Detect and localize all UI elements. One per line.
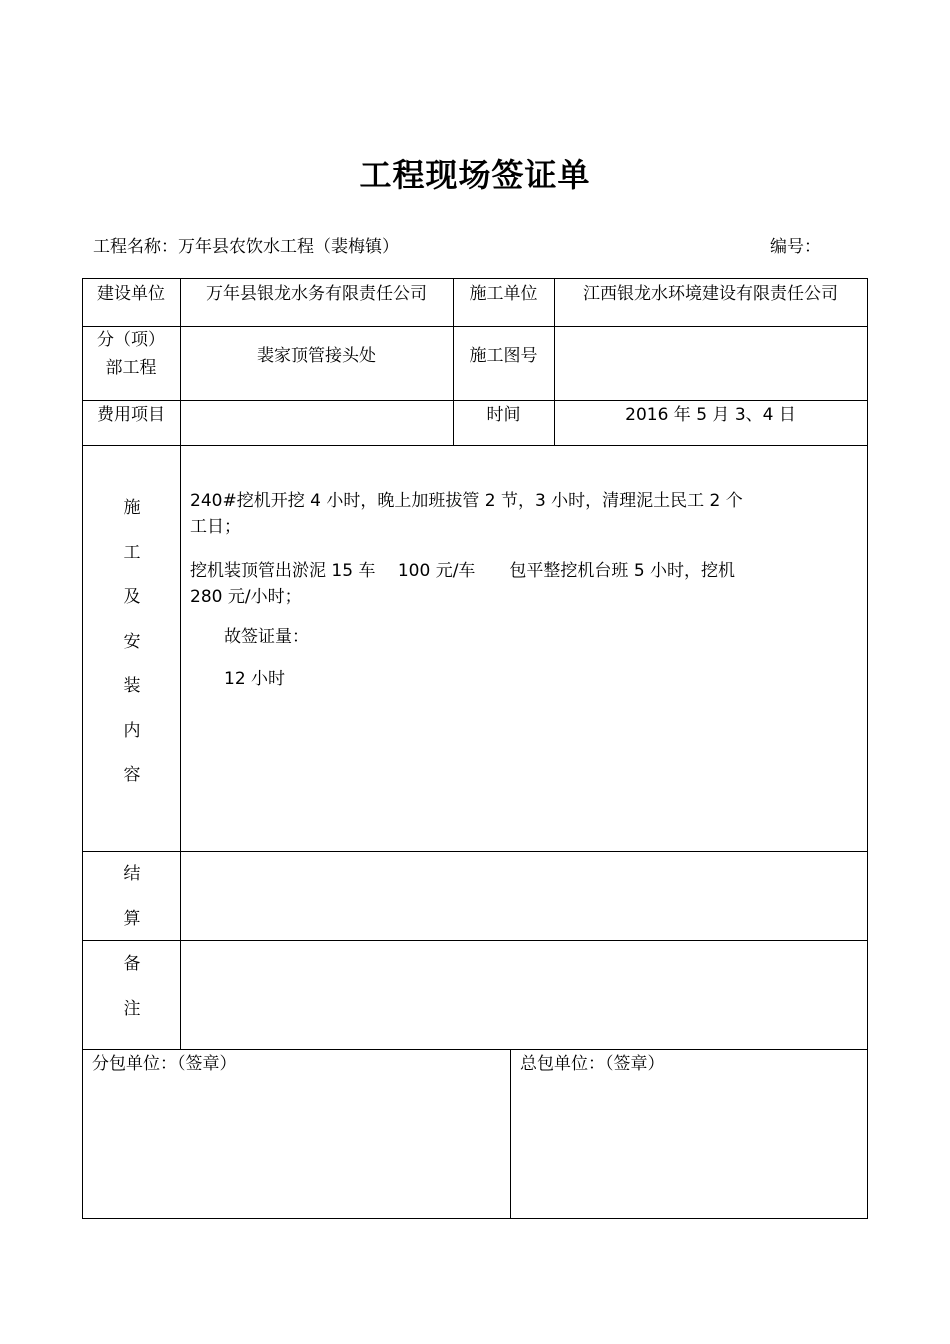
cost-item-label: 费用项目 [97, 405, 165, 425]
subproject-value: 裴家顶管接头处 [257, 346, 376, 366]
content-line: 挖机装顶管出淤泥 15 车 100 元/车 包平整挖机台班 5 小时，挖机 280 元/小时； [190, 561, 736, 607]
page-title: 工程现场签证单 [359, 156, 591, 194]
content-label-char: 安 [123, 631, 141, 652]
settlement-label-char: 结 [123, 864, 141, 884]
content-body [190, 488, 750, 692]
subproject-label-line1: 分（项） [97, 330, 165, 350]
remark-label-char: 备 [123, 954, 141, 974]
number-label: 编号： [770, 237, 821, 257]
project-name-line [93, 232, 399, 257]
content-label-char: 容 [123, 765, 141, 785]
time-value: 2016 年 5 月 3、4 日 [625, 405, 796, 425]
rule [867, 278, 868, 1219]
subproject-label-line2: 部工程 [105, 358, 157, 378]
rule [82, 278, 868, 279]
rule [82, 445, 868, 446]
content-line: 240#挖机开挖 4 小时，晚上加班拔管 2 节，3 小时，清理泥土民工 2 个工日； [190, 491, 743, 537]
content-label-char: 工 [123, 542, 141, 563]
visa-form-table [82, 278, 868, 1219]
subproject-label [82, 328, 180, 380]
time-label: 时间 [486, 405, 521, 425]
content-line: 故签证量： [190, 627, 309, 647]
content-label-char: 施 [123, 498, 141, 518]
rule [82, 940, 868, 941]
content-line: 12 小时 [190, 669, 286, 689]
rule [82, 326, 868, 327]
project-name-value: 万年县农饮水工程（裴梅镇） [178, 237, 399, 257]
settlement-label [82, 852, 182, 941]
content-label [82, 486, 182, 798]
rule [82, 1049, 868, 1050]
drawing-no-label: 施工图号 [469, 346, 538, 366]
project-name-label: 工程名称： [93, 237, 178, 257]
contractor-label: 施工单位 [469, 284, 538, 304]
rule [82, 400, 868, 401]
contractor-value: 江西银龙水环境建设有限责任公司 [583, 284, 838, 304]
content-label-char: 装 [123, 676, 141, 696]
general-contractor-sign: 总包单位：（签章） [520, 1054, 665, 1074]
rule [510, 1049, 511, 1219]
owner-value: 万年县银龙水务有限责任公司 [206, 284, 427, 304]
remark-label-char: 注 [123, 998, 141, 1019]
subcontractor-sign: 分包单位：（签章） [92, 1054, 237, 1074]
content-label-char: 内 [123, 720, 141, 741]
rule [82, 1218, 868, 1219]
owner-label: 建设单位 [97, 284, 165, 304]
rule [82, 851, 868, 852]
content-label-char: 及 [123, 587, 141, 607]
remark-label [82, 942, 182, 1031]
settlement-label-char: 算 [123, 908, 141, 929]
